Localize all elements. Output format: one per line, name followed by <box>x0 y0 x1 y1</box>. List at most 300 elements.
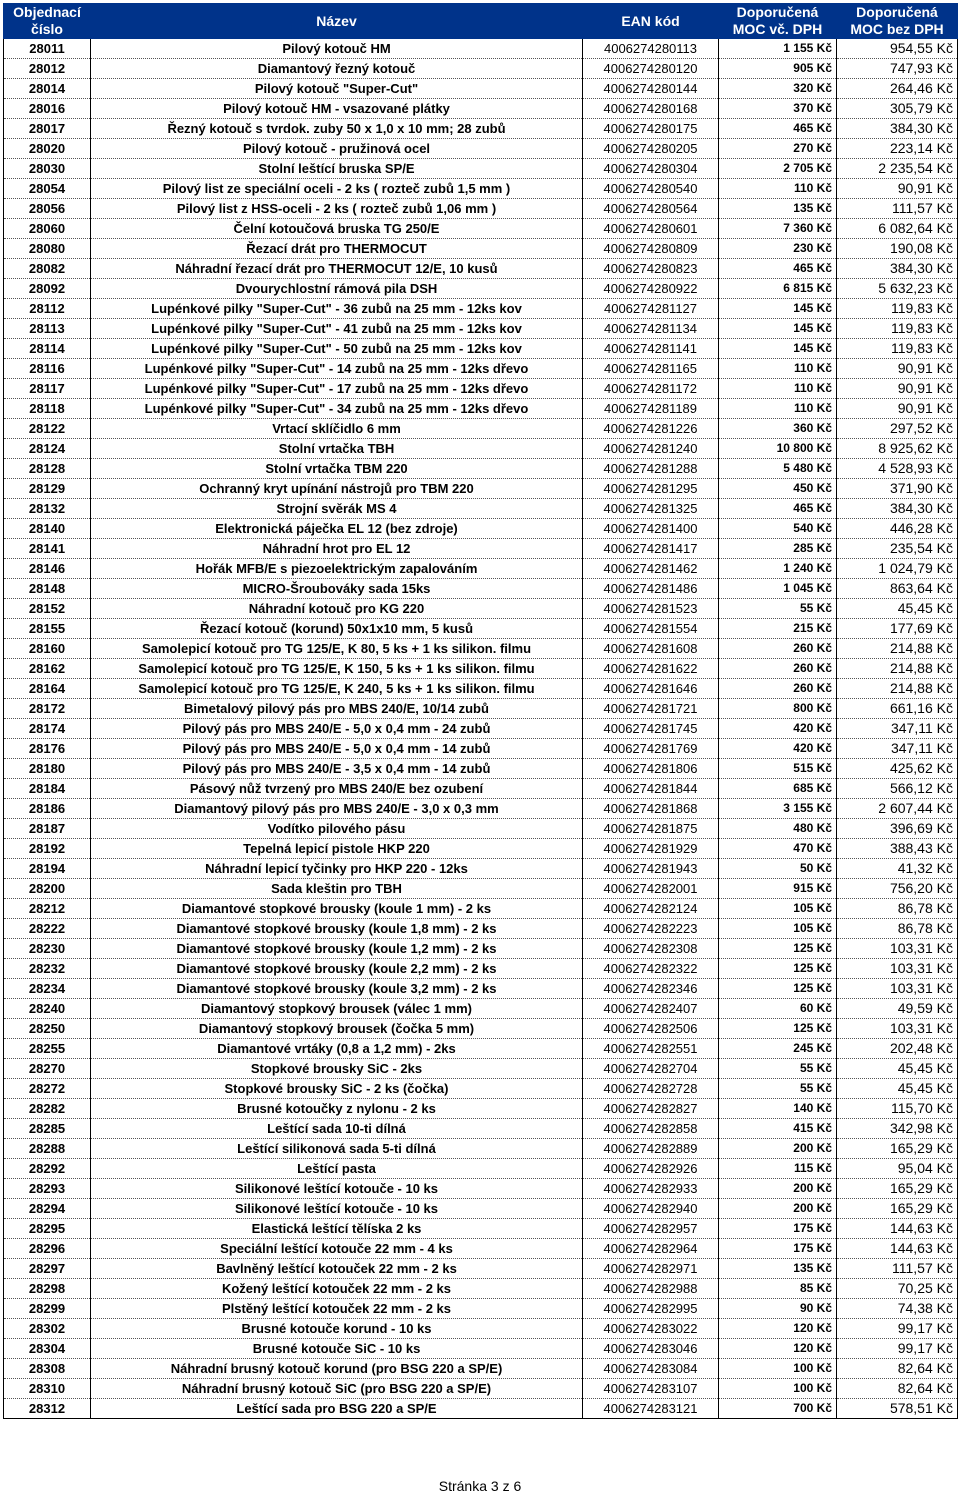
order-number-cell: 28232 <box>4 959 91 979</box>
ean-cell: 4006274283107 <box>583 1379 719 1399</box>
order-number-cell: 28148 <box>4 579 91 599</box>
order-number-cell: 28155 <box>4 619 91 639</box>
price-incl-vat-cell: 145 Kč <box>719 319 837 339</box>
product-name-cell: Pilový pás pro MBS 240/E - 5,0 x 0,4 mm - 24 zubů <box>91 719 583 739</box>
price-excl-vat-cell: 235,54 Kč <box>837 539 958 559</box>
price-excl-vat-cell: 347,11 Kč <box>837 719 958 739</box>
ean-cell: 4006274282858 <box>583 1119 719 1139</box>
price-incl-vat-cell: 7 360 Kč <box>719 219 837 239</box>
ean-cell: 4006274281226 <box>583 419 719 439</box>
ean-cell: 4006274281554 <box>583 619 719 639</box>
table-row <box>4 59 958 79</box>
price-excl-vat-cell: 99,17 Kč <box>837 1339 958 1359</box>
product-name-cell: Lupénkové pilky "Super-Cut" - 14 zubů na 25 mm - 12ks dřevo <box>91 359 583 379</box>
table-row <box>4 1299 958 1319</box>
table-row <box>4 1399 958 1419</box>
ean-cell: 4006274282728 <box>583 1079 719 1099</box>
order-number-cell: 28270 <box>4 1059 91 1079</box>
price-excl-vat-cell: 90,91 Kč <box>837 179 958 199</box>
ean-cell: 4006274282889 <box>583 1139 719 1159</box>
ean-cell: 4006274282322 <box>583 959 719 979</box>
table-row <box>4 359 958 379</box>
price-list-sheet <box>3 3 957 1419</box>
product-name-cell: Náhradní brusný kotouč korund (pro BSG 220 a SP/E) <box>91 1359 583 1379</box>
ean-cell: 4006274280922 <box>583 279 719 299</box>
price-incl-vat-cell: 415 Kč <box>719 1119 837 1139</box>
table-row <box>4 679 958 699</box>
price-incl-vat-cell: 55 Kč <box>719 1079 837 1099</box>
product-name-cell: Diamantové stopkové brousky (koule 1 mm) - 2 ks <box>91 899 583 919</box>
price-incl-vat-cell: 145 Kč <box>719 339 837 359</box>
price-excl-vat-cell: 6 082,64 Kč <box>837 219 958 239</box>
product-name-cell: Dvourychlostní rámová pila DSH <box>91 279 583 299</box>
product-name-cell: Plstěný leštící kotouček 22 mm - 2 ks <box>91 1299 583 1319</box>
table-row <box>4 159 958 179</box>
header-row <box>4 4 958 39</box>
table-row <box>4 379 958 399</box>
price-incl-vat-cell: 175 Kč <box>719 1219 837 1239</box>
product-name-cell: Řezný kotouč s tvrdok. zuby 50 x 1,0 x 10 mm; 28 zubů <box>91 119 583 139</box>
price-incl-vat-cell: 285 Kč <box>719 539 837 559</box>
price-incl-vat-cell: 120 Kč <box>719 1339 837 1359</box>
price-excl-vat-cell: 202,48 Kč <box>837 1039 958 1059</box>
ean-cell: 4006274280113 <box>583 39 719 59</box>
ean-cell: 4006274281240 <box>583 439 719 459</box>
table-row <box>4 999 958 1019</box>
product-name-cell: Pilový list ze speciální oceli - 2 ks ( rozteč zubů 1,5 mm ) <box>91 179 583 199</box>
price-incl-vat-cell: 1 155 Kč <box>719 39 837 59</box>
product-name-cell: Elastická leštící tělíska 2 ks <box>91 1219 583 1239</box>
price-excl-vat-cell: 661,16 Kč <box>837 699 958 719</box>
price-excl-vat-cell: 297,52 Kč <box>837 419 958 439</box>
price-excl-vat-cell: 90,91 Kč <box>837 399 958 419</box>
order-number-cell: 28082 <box>4 259 91 279</box>
table-row <box>4 639 958 659</box>
table-row <box>4 499 958 519</box>
price-excl-vat-cell: 165,29 Kč <box>837 1139 958 1159</box>
ean-cell: 4006274281745 <box>583 719 719 739</box>
order-number-cell: 28092 <box>4 279 91 299</box>
ean-cell: 4006274282704 <box>583 1059 719 1079</box>
product-name-cell: Náhradní řezací drát pro THERMOCUT 12/E, 10 kusů <box>91 259 583 279</box>
order-number-cell: 28299 <box>4 1299 91 1319</box>
price-excl-vat-cell: 190,08 Kč <box>837 239 958 259</box>
table-row <box>4 79 958 99</box>
table-row <box>4 1019 958 1039</box>
price-excl-vat-cell: 371,90 Kč <box>837 479 958 499</box>
price-excl-vat-cell: 70,25 Kč <box>837 1279 958 1299</box>
price-excl-vat-cell: 45,45 Kč <box>837 1079 958 1099</box>
ean-cell: 4006274280120 <box>583 59 719 79</box>
order-number-cell: 28172 <box>4 699 91 719</box>
ean-cell: 4006274283084 <box>583 1359 719 1379</box>
price-excl-vat-cell: 103,31 Kč <box>837 1019 958 1039</box>
price-incl-vat-cell: 260 Kč <box>719 659 837 679</box>
order-number-cell: 28187 <box>4 819 91 839</box>
price-incl-vat-cell: 685 Kč <box>719 779 837 799</box>
table-row <box>4 699 958 719</box>
order-number-cell: 28212 <box>4 899 91 919</box>
price-incl-vat-cell: 135 Kč <box>719 199 837 219</box>
product-name-cell: Diamantový pilový pás pro MBS 240/E - 3,0 x 0,3 mm <box>91 799 583 819</box>
order-number-cell: 28294 <box>4 1199 91 1219</box>
order-number-cell: 28312 <box>4 1399 91 1419</box>
table-row <box>4 759 958 779</box>
table-row <box>4 279 958 299</box>
price-incl-vat-cell: 260 Kč <box>719 679 837 699</box>
table-row <box>4 39 958 59</box>
table-row <box>4 1039 958 1059</box>
ean-cell: 4006274281721 <box>583 699 719 719</box>
price-excl-vat-cell: 82,64 Kč <box>837 1359 958 1379</box>
ean-cell: 4006274281608 <box>583 639 719 659</box>
price-excl-vat-cell: 74,38 Kč <box>837 1299 958 1319</box>
product-name-cell: Pásový nůž tvrzený pro MBS 240/E bez ozubení <box>91 779 583 799</box>
order-number-cell: 28176 <box>4 739 91 759</box>
table-row <box>4 539 958 559</box>
order-number-cell: 28240 <box>4 999 91 1019</box>
table-row <box>4 1239 958 1259</box>
product-name-cell: Hořák MFB/E s piezoelektrickým zapalováním <box>91 559 583 579</box>
order-number-cell: 28116 <box>4 359 91 379</box>
ean-cell: 4006274280144 <box>583 79 719 99</box>
price-excl-vat-cell: 384,30 Kč <box>837 259 958 279</box>
product-name-cell: Náhradní brusný kotouč SiC (pro BSG 220 a SP/E) <box>91 1379 583 1399</box>
order-number-cell: 28014 <box>4 79 91 99</box>
price-incl-vat-cell: 100 Kč <box>719 1359 837 1379</box>
header-price-incl-vat-line2: MOC vč. DPH <box>732 21 823 37</box>
price-incl-vat-cell: 110 Kč <box>719 379 837 399</box>
table-row <box>4 939 958 959</box>
ean-cell: 4006274281417 <box>583 539 719 559</box>
ean-cell: 4006274280540 <box>583 179 719 199</box>
ean-cell: 4006274282964 <box>583 1239 719 1259</box>
ean-cell: 4006274281844 <box>583 779 719 799</box>
ean-cell: 4006274281523 <box>583 599 719 619</box>
price-excl-vat-cell: 45,45 Kč <box>837 1059 958 1079</box>
table-row <box>4 199 958 219</box>
price-incl-vat-cell: 55 Kč <box>719 1059 837 1079</box>
ean-cell: 4006274280175 <box>583 119 719 139</box>
order-number-cell: 28054 <box>4 179 91 199</box>
ean-cell: 4006274282308 <box>583 939 719 959</box>
table-row <box>4 839 958 859</box>
price-excl-vat-cell: 90,91 Kč <box>837 359 958 379</box>
order-number-cell: 28194 <box>4 859 91 879</box>
product-name-cell: Lupénkové pilky "Super-Cut" - 50 zubů na 25 mm - 12ks kov <box>91 339 583 359</box>
price-excl-vat-cell: 388,43 Kč <box>837 839 958 859</box>
order-number-cell: 28132 <box>4 499 91 519</box>
order-number-cell: 28282 <box>4 1099 91 1119</box>
order-number-cell: 28060 <box>4 219 91 239</box>
price-incl-vat-cell: 85 Kč <box>719 1279 837 1299</box>
product-name-cell: Bavlněný leštící kotouček 22 mm - 2 ks <box>91 1259 583 1279</box>
ean-cell: 4006274281165 <box>583 359 719 379</box>
price-incl-vat-cell: 110 Kč <box>719 399 837 419</box>
order-number-cell: 28255 <box>4 1039 91 1059</box>
order-number-cell: 28016 <box>4 99 91 119</box>
ean-cell: 4006274280564 <box>583 199 719 219</box>
table-row <box>4 619 958 639</box>
table-row <box>4 1079 958 1099</box>
table-row <box>4 239 958 259</box>
order-number-cell: 28200 <box>4 879 91 899</box>
price-incl-vat-cell: 230 Kč <box>719 239 837 259</box>
price-incl-vat-cell: 915 Kč <box>719 879 837 899</box>
price-excl-vat-cell: 863,64 Kč <box>837 579 958 599</box>
table-row <box>4 659 958 679</box>
table-row <box>4 1099 958 1119</box>
ean-cell: 4006274280823 <box>583 259 719 279</box>
ean-cell: 4006274281943 <box>583 859 719 879</box>
price-incl-vat-cell: 5 480 Kč <box>719 459 837 479</box>
product-name-cell: Leštící sada 10-ti dílná <box>91 1119 583 1139</box>
price-excl-vat-cell: 90,91 Kč <box>837 379 958 399</box>
product-name-cell: Samolepicí kotouč pro TG 125/E, K 150, 5 ks + 1 ks silikon. filmu <box>91 659 583 679</box>
price-incl-vat-cell: 105 Kč <box>719 899 837 919</box>
price-incl-vat-cell: 480 Kč <box>719 819 837 839</box>
ean-cell: 4006274282940 <box>583 1199 719 1219</box>
price-incl-vat-cell: 110 Kč <box>719 179 837 199</box>
table-row <box>4 899 958 919</box>
product-name-cell: Lupénkové pilky "Super-Cut" - 36 zubů na 25 mm - 12ks kov <box>91 299 583 319</box>
ean-cell: 4006274282957 <box>583 1219 719 1239</box>
product-name-cell: Silikonové leštící kotouče - 10 ks <box>91 1199 583 1219</box>
product-name-cell: Diamantový stopkový brousek (čočka 5 mm) <box>91 1019 583 1039</box>
order-number-cell: 28011 <box>4 39 91 59</box>
order-number-cell: 28234 <box>4 979 91 999</box>
price-excl-vat-cell: 2 235,54 Kč <box>837 159 958 179</box>
table-row <box>4 779 958 799</box>
price-incl-vat-cell: 10 800 Kč <box>719 439 837 459</box>
product-name-cell: Čelní kotoučová bruska TG 250/E <box>91 219 583 239</box>
order-number-cell: 28117 <box>4 379 91 399</box>
product-name-cell: Náhradní kotouč pro KG 220 <box>91 599 583 619</box>
price-excl-vat-cell: 446,28 Kč <box>837 519 958 539</box>
price-incl-vat-cell: 540 Kč <box>719 519 837 539</box>
product-name-cell: Sada kleštin pro TBH <box>91 879 583 899</box>
header-price-excl-vat-line1: Doporučená <box>856 4 938 20</box>
order-number-cell: 28128 <box>4 459 91 479</box>
table-row <box>4 959 958 979</box>
price-incl-vat-cell: 6 815 Kč <box>719 279 837 299</box>
price-excl-vat-cell: 144,63 Kč <box>837 1219 958 1239</box>
product-name-cell: Pilový kotouč "Super-Cut" <box>91 79 583 99</box>
table-header <box>4 4 958 39</box>
price-excl-vat-cell: 425,62 Kč <box>837 759 958 779</box>
price-incl-vat-cell: 515 Kč <box>719 759 837 779</box>
price-incl-vat-cell: 420 Kč <box>719 719 837 739</box>
product-name-cell: Stopkové brousky SiC - 2ks <box>91 1059 583 1079</box>
price-incl-vat-cell: 55 Kč <box>719 599 837 619</box>
table-row <box>4 419 958 439</box>
price-table <box>3 3 958 1419</box>
table-row <box>4 1339 958 1359</box>
product-name-cell: Pilový pás pro MBS 240/E - 5,0 x 0,4 mm - 14 zubů <box>91 739 583 759</box>
price-incl-vat-cell: 125 Kč <box>719 959 837 979</box>
price-incl-vat-cell: 105 Kč <box>719 919 837 939</box>
price-incl-vat-cell: 120 Kč <box>719 1319 837 1339</box>
order-number-cell: 28012 <box>4 59 91 79</box>
order-number-cell: 28141 <box>4 539 91 559</box>
table-row <box>4 1139 958 1159</box>
product-name-cell: Diamantový řezný kotouč <box>91 59 583 79</box>
product-name-cell: Tepelná lepicí pistole HKP 220 <box>91 839 583 859</box>
price-excl-vat-cell: 41,32 Kč <box>837 859 958 879</box>
table-row <box>4 479 958 499</box>
header-price-incl-vat <box>719 4 837 39</box>
price-excl-vat-cell: 384,30 Kč <box>837 119 958 139</box>
header-name: Název <box>91 4 583 39</box>
product-name-cell: Elektronická páječka EL 12 (bez zdroje) <box>91 519 583 539</box>
order-number-cell: 28140 <box>4 519 91 539</box>
product-name-cell: Leštící sada pro BSG 220 a SP/E <box>91 1399 583 1419</box>
price-excl-vat-cell: 214,88 Kč <box>837 659 958 679</box>
product-name-cell: Diamantové stopkové brousky (koule 3,2 mm) - 2 ks <box>91 979 583 999</box>
table-row <box>4 259 958 279</box>
price-incl-vat-cell: 175 Kč <box>719 1239 837 1259</box>
product-name-cell: Diamantové stopkové brousky (koule 2,2 mm) - 2 ks <box>91 959 583 979</box>
ean-cell: 4006274282551 <box>583 1039 719 1059</box>
order-number-cell: 28017 <box>4 119 91 139</box>
price-incl-vat-cell: 465 Kč <box>719 259 837 279</box>
table-row <box>4 859 958 879</box>
price-excl-vat-cell: 342,98 Kč <box>837 1119 958 1139</box>
header-order-number-line2: číslo <box>31 21 63 37</box>
price-incl-vat-cell: 135 Kč <box>719 1259 837 1279</box>
price-excl-vat-cell: 4 528,93 Kč <box>837 459 958 479</box>
order-number-cell: 28308 <box>4 1359 91 1379</box>
ean-cell: 4006274280304 <box>583 159 719 179</box>
price-incl-vat-cell: 125 Kč <box>719 939 837 959</box>
ean-cell: 4006274281134 <box>583 319 719 339</box>
price-excl-vat-cell: 2 607,44 Kč <box>837 799 958 819</box>
order-number-cell: 28293 <box>4 1179 91 1199</box>
price-excl-vat-cell: 119,83 Kč <box>837 339 958 359</box>
product-name-cell: Brusné kotoučky z nylonu - 2 ks <box>91 1099 583 1119</box>
price-excl-vat-cell: 214,88 Kč <box>837 679 958 699</box>
price-incl-vat-cell: 115 Kč <box>719 1159 837 1179</box>
price-incl-vat-cell: 465 Kč <box>719 499 837 519</box>
price-incl-vat-cell: 1 045 Kč <box>719 579 837 599</box>
price-incl-vat-cell: 125 Kč <box>719 1019 837 1039</box>
ean-cell: 4006274282506 <box>583 1019 719 1039</box>
product-name-cell: Stolní leštící bruska SP/E <box>91 159 583 179</box>
product-name-cell: Pilový list z HSS-oceli - 2 ks ( rozteč zubů 1,06 mm ) <box>91 199 583 219</box>
price-incl-vat-cell: 700 Kč <box>719 1399 837 1419</box>
ean-cell: 4006274283121 <box>583 1399 719 1419</box>
table-row <box>4 799 958 819</box>
product-name-cell: Silikonové leštící kotouče - 10 ks <box>91 1179 583 1199</box>
price-incl-vat-cell: 140 Kč <box>719 1099 837 1119</box>
price-excl-vat-cell: 747,93 Kč <box>837 59 958 79</box>
price-incl-vat-cell: 90 Kč <box>719 1299 837 1319</box>
order-number-cell: 28310 <box>4 1379 91 1399</box>
header-price-excl-vat <box>837 4 958 39</box>
ean-cell: 4006274280205 <box>583 139 719 159</box>
order-number-cell: 28020 <box>4 139 91 159</box>
product-name-cell: Lupénkové pilky "Super-Cut" - 34 zubů na 25 mm - 12ks dřevo <box>91 399 583 419</box>
product-name-cell: Samolepicí kotouč pro TG 125/E, K 80, 5 ks + 1 ks silikon. filmu <box>91 639 583 659</box>
price-incl-vat-cell: 125 Kč <box>719 979 837 999</box>
product-name-cell: Strojní svěrák MS 4 <box>91 499 583 519</box>
order-number-cell: 28180 <box>4 759 91 779</box>
price-excl-vat-cell: 214,88 Kč <box>837 639 958 659</box>
header-price-incl-vat-line1: Doporučená <box>736 4 819 20</box>
price-incl-vat-cell: 2 705 Kč <box>719 159 837 179</box>
price-excl-vat-cell: 5 632,23 Kč <box>837 279 958 299</box>
price-excl-vat-cell: 8 925,62 Kč <box>837 439 958 459</box>
product-name-cell: Brusné kotouče korund - 10 ks <box>91 1319 583 1339</box>
table-row <box>4 1059 958 1079</box>
price-excl-vat-cell: 144,63 Kč <box>837 1239 958 1259</box>
price-excl-vat-cell: 578,51 Kč <box>837 1399 958 1419</box>
table-row <box>4 1279 958 1299</box>
price-excl-vat-cell: 99,17 Kč <box>837 1319 958 1339</box>
table-row <box>4 1319 958 1339</box>
ean-cell: 4006274282988 <box>583 1279 719 1299</box>
order-number-cell: 28272 <box>4 1079 91 1099</box>
ean-cell: 4006274281486 <box>583 579 719 599</box>
ean-cell: 4006274281189 <box>583 399 719 419</box>
price-incl-vat-cell: 110 Kč <box>719 359 837 379</box>
price-incl-vat-cell: 270 Kč <box>719 139 837 159</box>
price-incl-vat-cell: 3 155 Kč <box>719 799 837 819</box>
ean-cell: 4006274282124 <box>583 899 719 919</box>
product-name-cell: Lupénkové pilky "Super-Cut" - 17 zubů na 25 mm - 12ks dřevo <box>91 379 583 399</box>
ean-cell: 4006274281325 <box>583 499 719 519</box>
ean-cell: 4006274281295 <box>583 479 719 499</box>
price-excl-vat-cell: 86,78 Kč <box>837 899 958 919</box>
price-incl-vat-cell: 370 Kč <box>719 99 837 119</box>
price-excl-vat-cell: 1 024,79 Kč <box>837 559 958 579</box>
table-row <box>4 519 958 539</box>
price-excl-vat-cell: 305,79 Kč <box>837 99 958 119</box>
order-number-cell: 28174 <box>4 719 91 739</box>
price-incl-vat-cell: 320 Kč <box>719 79 837 99</box>
price-incl-vat-cell: 465 Kč <box>719 119 837 139</box>
price-incl-vat-cell: 470 Kč <box>719 839 837 859</box>
ean-cell: 4006274281288 <box>583 459 719 479</box>
order-number-cell: 28030 <box>4 159 91 179</box>
product-name-cell: Speciální leštící kotouče 22 mm - 4 ks <box>91 1239 583 1259</box>
ean-cell: 4006274281622 <box>583 659 719 679</box>
price-excl-vat-cell: 115,70 Kč <box>837 1099 958 1119</box>
price-incl-vat-cell: 200 Kč <box>719 1179 837 1199</box>
price-excl-vat-cell: 954,55 Kč <box>837 39 958 59</box>
product-name-cell: Stolní vrtačka TBH <box>91 439 583 459</box>
table-row <box>4 579 958 599</box>
table-row <box>4 879 958 899</box>
product-name-cell: Vodítko pilového pásu <box>91 819 583 839</box>
order-number-cell: 28164 <box>4 679 91 699</box>
order-number-cell: 28184 <box>4 779 91 799</box>
product-name-cell: Řezací kotouč (korund) 50x1x10 mm, 5 kusů <box>91 619 583 639</box>
ean-cell: 4006274281929 <box>583 839 719 859</box>
price-incl-vat-cell: 420 Kč <box>719 739 837 759</box>
price-excl-vat-cell: 223,14 Kč <box>837 139 958 159</box>
ean-cell: 4006274280168 <box>583 99 719 119</box>
ean-cell: 4006274282926 <box>583 1159 719 1179</box>
product-name-cell: Náhradní lepicí tyčinky pro HKP 220 - 12ks <box>91 859 583 879</box>
order-number-cell: 28292 <box>4 1159 91 1179</box>
table-row <box>4 1359 958 1379</box>
table-row <box>4 1119 958 1139</box>
table-row <box>4 119 958 139</box>
ean-cell: 4006274283022 <box>583 1319 719 1339</box>
order-number-cell: 28230 <box>4 939 91 959</box>
product-name-cell: Ochranný kryt upínání nástrojů pro TBM 220 <box>91 479 583 499</box>
